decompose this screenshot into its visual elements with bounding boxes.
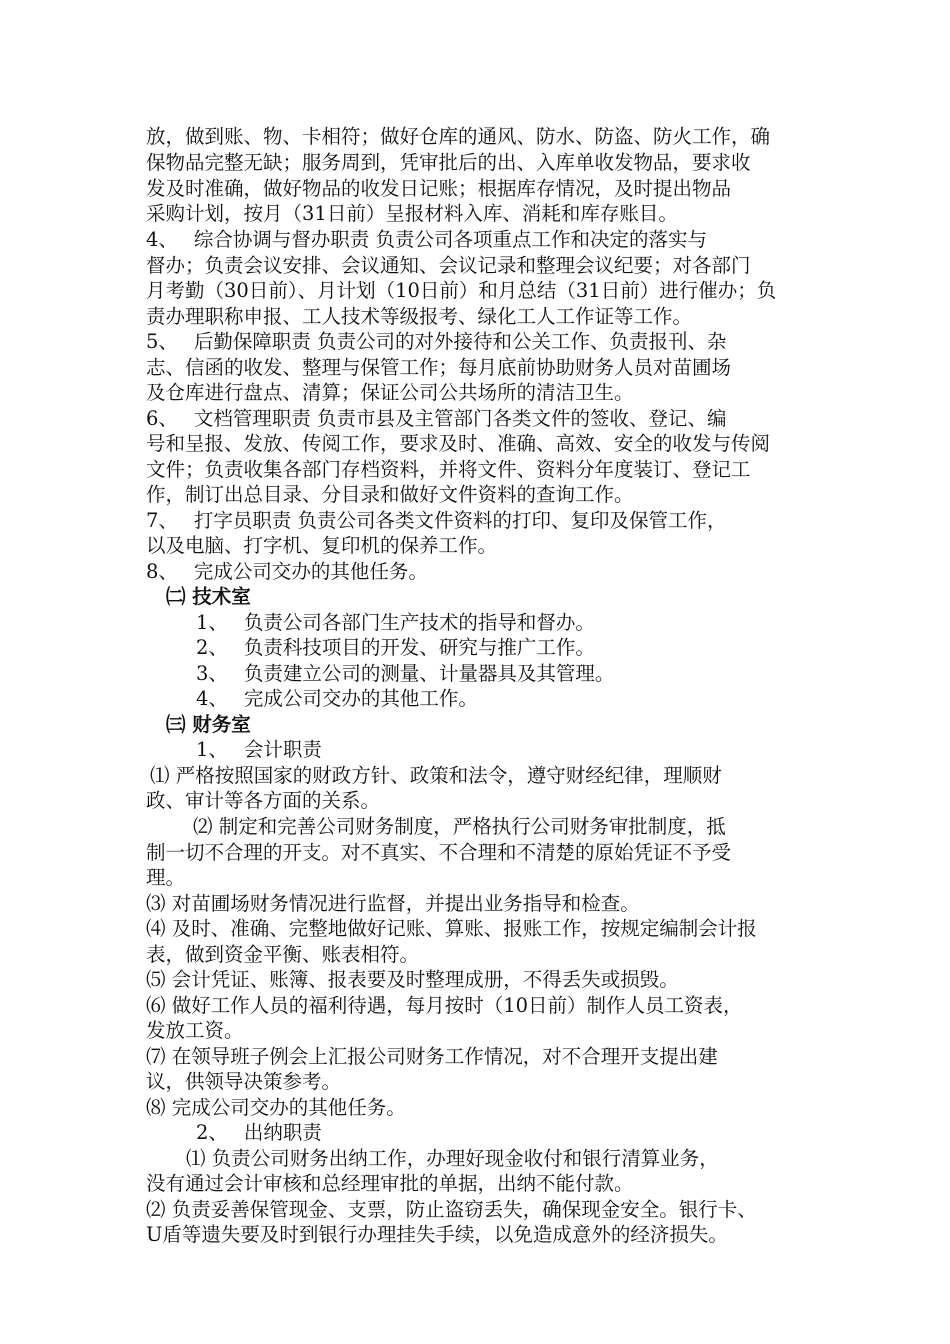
- section-heading-tech: ㈡ 技术室: [166, 585, 251, 608]
- text-line: 理。: [146, 866, 186, 889]
- text-line: 没有通过会计审核和总经理审批的单据，出纳不能付款。: [146, 1172, 634, 1195]
- text-line: 表，做到资金平衡、账表相符。: [146, 943, 420, 966]
- text-line: 制一切不合理的开支。对不真实、不合理和不清楚的原始凭证不予受: [146, 841, 732, 864]
- text-line: ⑹ 做好工作人员的福利待遇，每月按时（10日前）制作人员工资表，: [146, 994, 743, 1017]
- text-line: 及仓库进行盘点、清算；保证公司公共场所的清洁卫生。: [146, 381, 634, 404]
- text-line: 以及电脑、打字机、复印机的保养工作。: [146, 534, 498, 557]
- item-5-heading: 5、 后勤保障职责 负责公司的对外接待和公关工作、负责报刊、杂: [146, 330, 727, 353]
- text-line: ⑻ 完成公司交办的其他任务。: [146, 1096, 406, 1119]
- text-line: 文件；负责收集各部门存档资料，并将文件、资料分年度装订、登记工: [146, 458, 751, 481]
- text-line: U盾等遗失要及时到银行办理挂失手续，以免造成意外的经济损失。: [146, 1223, 728, 1246]
- text-line: 议，供领导决策参考。: [146, 1070, 342, 1093]
- text-line: ⑷ 及时、准确、完整地做好记账、算账、报账工作，按规定编制会计报: [146, 917, 757, 940]
- text-line: 号和呈报、发放、传阅工作，要求及时、准确、高效、安全的收发与传阅: [146, 432, 771, 455]
- text-line: 责办理职称申报、工人技术等级报考、绿化工人工作证等工作。: [146, 305, 693, 328]
- text-line: 发及时准确，做好物品的收发日记账；根据库存情况，及时提出物品: [146, 177, 732, 200]
- subsection-heading: 2、 出纳职责: [196, 1121, 322, 1144]
- text-line: ⑶ 对苗圃场财务情况进行监督，并提出业务指导和检查。: [146, 892, 640, 915]
- list-item: 1、 负责公司各部门生产技术的指导和督办。: [196, 611, 595, 634]
- list-item: 3、 负责建立公司的测量、计量器具及其管理。: [196, 662, 615, 685]
- item-7-heading: 7、 打字员职责 负责公司各类文件资料的打印、复印及保管工作，: [146, 509, 727, 532]
- list-item: 4、 完成公司交办的其他工作。: [196, 687, 478, 710]
- text-line: 保物品完整无缺；服务周到，凭审批后的出、入库单收发物品，要求收: [146, 151, 751, 174]
- item-6-heading: 6、 文档管理职责 负责市县及主管部门各类文件的签收、登记、编: [146, 407, 727, 430]
- text-line: 作，制订出总目录、分目录和做好文件资料的查询工作。: [146, 483, 634, 506]
- text-line: ⑴ 严格按照国家的财政方针、政策和法令，遵守财经纪律，理顺财: [150, 764, 722, 787]
- text-line: 采购计划，按月（31日前）呈报材料入库、消耗和库存账目。: [146, 202, 678, 225]
- item-4-heading: 4、 综合协调与督办职责 负责公司各项重点工作和决定的落实与: [146, 228, 708, 251]
- text-line: 发放工资。: [146, 1019, 244, 1042]
- text-line: 放，做到账、物、卡相符；做好仓库的通风、防水、防盗、防火工作，确: [146, 125, 771, 148]
- text-line: 督办；负责会议安排、会议通知、会议记录和整理会议纪要；对各部门: [146, 254, 751, 277]
- text-line: ⑸ 会计凭证、账簿、报表要及时整理成册，不得丢失或损毁。: [146, 968, 679, 991]
- section-heading-finance: ㈢ 财务室: [166, 713, 251, 736]
- text-line: ⑴ 负责公司财务出纳工作，办理好现金收付和银行清算业务，: [186, 1147, 719, 1170]
- text-line: ⑵ 负责妥善保管现金、支票，防止盗窃丢失，确保现金安全。银行卡、: [146, 1198, 757, 1221]
- subsection-heading: 1、 会计职责: [196, 738, 322, 761]
- item-8-heading: 8、 完成公司交办的其他任务。: [146, 560, 428, 583]
- text-line: ⑺ 在领导班子例会上汇报公司财务工作情况，对不合理开支提出建: [146, 1045, 718, 1068]
- text-line: 政、审计等各方面的关系。: [146, 789, 381, 812]
- list-item: 2、 负责科技项目的开发、研究与推广工作。: [196, 636, 595, 659]
- text-line: ⑵ 制定和完善公司财务制度，严格执行公司财务审批制度，抵: [193, 815, 726, 838]
- text-line: 志、信函的收发、整理与保管工作；每月底前协助财务人员对苗圃场: [146, 356, 732, 379]
- text-line: 月考勤（30日前）、月计划（10日前）和月总结（31日前）进行催办；负: [146, 279, 777, 302]
